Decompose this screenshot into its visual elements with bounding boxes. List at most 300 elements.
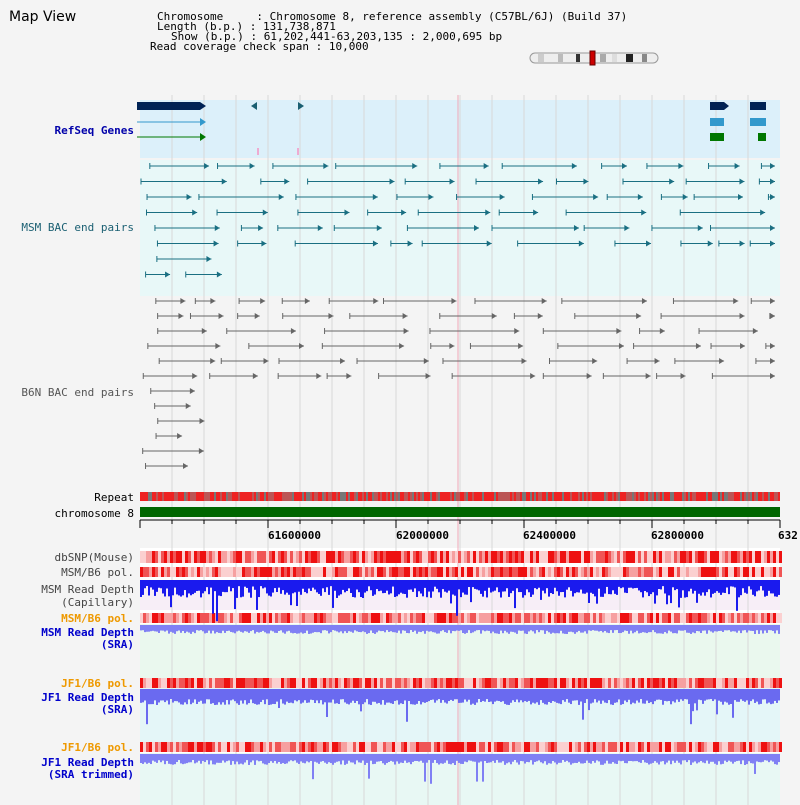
msm-depth-cap-bar [520, 580, 522, 592]
jf1-depth-trim-bar [534, 754, 536, 762]
dbsnp-cell [554, 551, 557, 563]
jf1-pol2-cell [233, 742, 236, 752]
track-label-jf1-b6-pol-2[interactable]: JF1/B6 pol. [61, 741, 134, 754]
msm-pol2-cell [149, 613, 152, 623]
repeat-segment [764, 492, 766, 501]
msm-pol2-cell [386, 613, 389, 623]
jf1-pol2-cell [353, 742, 356, 752]
msm-depth-cap-bar [290, 580, 292, 605]
msm-depth-cap-bar [278, 580, 280, 588]
msm-pol1-cell [140, 567, 143, 577]
jf1-pol1-cell [335, 678, 338, 688]
repeat-segment [484, 492, 486, 501]
msm-depth-sra-bar [690, 625, 692, 634]
msm-depth-sra-bar [246, 625, 248, 632]
jf1-depth-trim-bar [200, 754, 202, 764]
ideogram-band [538, 54, 544, 62]
jf1-pol1-cell [572, 678, 575, 688]
msm-pol2-cell [152, 613, 155, 623]
msm-pol2-cell [296, 613, 299, 623]
jf1-pol2-cell [524, 742, 527, 752]
dbsnp-cell [485, 551, 488, 563]
msm-depth-cap-bar [214, 580, 216, 591]
track-label-msm-depth-cap[interactable]: MSM Read Depth [41, 583, 134, 596]
jf1-depth-sra-bar [378, 689, 380, 703]
jf1-depth-trim-bar [182, 754, 184, 764]
dbsnp-cell [683, 551, 686, 563]
msm-pol2-cell [281, 613, 284, 623]
jf1-depth-sra-bar [458, 689, 460, 703]
msm-pol2-cell [266, 613, 269, 623]
jf1-depth-trim-bar [480, 754, 482, 761]
jf1-depth-sra-bar [302, 689, 304, 703]
repeat-segment [224, 492, 226, 501]
jf1-depth-trim-bar [690, 754, 692, 765]
chromosome-ideogram[interactable] [530, 51, 658, 65]
repeat-segment [612, 492, 614, 501]
jf1-pol1-cell [467, 678, 470, 688]
msm-depth-cap-bar [204, 580, 206, 591]
msm-depth-sra-bar [700, 625, 702, 633]
jf1-depth-sra-bar [202, 689, 204, 704]
dbsnp-cell [362, 551, 365, 563]
msm-pol2-cell [479, 613, 482, 623]
jf1-pol1-cell [206, 678, 209, 688]
ideogram-band [612, 54, 617, 62]
msm-depth-sra-bar [574, 625, 576, 634]
msm-depth-cap-bar [704, 580, 706, 596]
track-label-msm-depth-sra-2[interactable]: (SRA) [100, 638, 134, 651]
msm-depth-sra-bar [356, 625, 358, 631]
jf1-pol1-cell [338, 678, 341, 688]
track-label-chromosome[interactable]: chromosome 8 [54, 507, 134, 520]
msm-depth-cap-bar [636, 580, 638, 588]
jf1-pol1-cell [173, 678, 176, 688]
jf1-depth-trim-bar [634, 754, 636, 761]
jf1-pol1-cell [473, 678, 476, 688]
jf1-depth-trim-bar [404, 754, 406, 761]
jf1-pol1-cell [761, 678, 764, 688]
jf1-pol2-cell [341, 742, 344, 752]
jf1-depth-sra-bar [580, 689, 582, 702]
msm-depth-cap-bar [250, 580, 252, 598]
msm-pol2-cell [179, 613, 182, 623]
repeat-segment [532, 492, 534, 501]
jf1-depth-sra-bar [290, 689, 292, 703]
jf1-depth-trim-bar [270, 754, 272, 761]
msm-pol1-cell [251, 567, 254, 577]
jf1-depth-sra-bar [460, 689, 462, 703]
msm-pol1-cell [569, 567, 572, 577]
jf1-pol1-cell [530, 678, 533, 688]
jf1-depth-trim-bar [492, 754, 494, 761]
dbsnp-cell [467, 551, 470, 563]
track-label-jf1-depth-trim-2[interactable]: (SRA trimmed) [47, 768, 134, 781]
dbsnp-cell [560, 551, 563, 563]
jf1-depth-trim-bar [708, 754, 710, 764]
track-label-dbsnp[interactable]: dbSNP(Mouse) [54, 551, 134, 564]
jf1-pol1-cell [449, 678, 452, 688]
track-label-jf1-depth-sra-2[interactable]: (SRA) [100, 703, 134, 716]
page-title: Map View [9, 9, 77, 25]
msm-pol1-cell [167, 567, 170, 577]
msm-pol1-cell [773, 567, 776, 577]
msm-depth-sra-bar [244, 625, 246, 631]
length-key: Length (b.p.) [157, 20, 244, 33]
jf1-depth-sra-bar [634, 689, 636, 703]
jf1-depth-sra-bar [754, 689, 756, 703]
jf1-depth-sra-bar [214, 689, 216, 705]
msm-depth-cap-bar [600, 580, 602, 597]
msm-depth-sra-bar [426, 625, 428, 631]
msm-depth-cap-bar [230, 580, 232, 591]
msm-pol2-cell [437, 613, 440, 623]
jf1-depth-sra-bar [370, 689, 372, 705]
msm-pol2-cell [431, 613, 434, 623]
jf1-depth-sra-bar [590, 689, 592, 704]
msm-pol1-cell [329, 567, 332, 577]
jf1-depth-sra-bar [470, 689, 472, 705]
dbsnp-cell [551, 551, 554, 563]
repeat-segment [478, 492, 480, 501]
msm-pol2-cell [506, 613, 509, 623]
msm-depth-cap-bar [170, 580, 172, 607]
jf1-depth-sra-bar [536, 689, 538, 702]
jf1-pol2-cell [419, 742, 422, 752]
jf1-depth-sra-bar [528, 689, 530, 701]
repeat-segment [460, 492, 462, 501]
msm-depth-cap-bar [738, 580, 740, 597]
dbsnp-cell [689, 551, 692, 563]
jf1-pol2-cell [398, 742, 401, 752]
jf1-depth-trim-bar [676, 754, 678, 761]
msm-pol1-cell [290, 567, 293, 577]
jf1-depth-sra-bar [718, 689, 720, 701]
jf1-depth-trim-bar [388, 754, 390, 762]
msm-depth-cap-bar [744, 580, 746, 593]
jf1-depth-sra-bar [338, 689, 340, 704]
jf1-depth-sra-bar [708, 689, 710, 699]
jf1-depth-trim-bar [308, 754, 310, 762]
dbsnp-cell [290, 551, 293, 563]
msm-pol1-cell [461, 567, 464, 577]
jf1-pol1-cell [773, 678, 776, 688]
jf1-pol2-cell [257, 742, 260, 752]
jf1-depth-trim-bar [332, 754, 334, 765]
msm-pol1-cell [248, 567, 251, 577]
dbsnp-cell [368, 551, 371, 563]
jf1-depth-trim-bar [700, 754, 702, 761]
msm-depth-cap-bar [624, 580, 626, 593]
jf1-pol2-cell [713, 742, 716, 752]
msm-depth-cap-bar [422, 580, 424, 596]
track-label-msm-bac[interactable]: MSM BAC end pairs [21, 221, 134, 234]
jf1-depth-trim-bar [466, 754, 468, 762]
msm-depth-cap-bar [388, 580, 390, 594]
jf1-pol2-cell [416, 742, 419, 752]
jf1-depth-sra-bar [598, 689, 600, 701]
jf1-depth-sra-bar [572, 689, 574, 701]
jf1-pol2-cell [248, 742, 251, 752]
msm-pol1-cell [683, 567, 686, 577]
msm-depth-cap-bar [356, 580, 358, 590]
msm-depth-cap-bar [336, 580, 338, 598]
jf1-pol2-cell [395, 742, 398, 752]
repeat-segment [738, 492, 740, 501]
msm-depth-cap-bar [754, 580, 756, 596]
jf1-pol2-cell [572, 742, 575, 752]
dbsnp-cell [320, 551, 323, 563]
dbsnp-cell [332, 551, 335, 563]
repeat-segment [258, 492, 260, 501]
jf1-pol1-cell [263, 678, 266, 688]
jf1-depth-sra-bar [602, 689, 604, 701]
jf1-pol2-cell [404, 742, 407, 752]
msm-pol1-cell [458, 567, 461, 577]
jf1-pol2-cell [401, 742, 404, 752]
repeat-segment [356, 492, 358, 501]
repeat-segment [704, 492, 706, 501]
jf1-pol1-cell [320, 678, 323, 688]
track-label-repeat[interactable]: Repeat [94, 491, 134, 504]
jf1-depth-trim-bar [614, 754, 616, 764]
msm-depth-sra-bar [674, 625, 676, 633]
jf1-pol2-cell [434, 742, 437, 752]
msm-pol1-cell [368, 567, 371, 577]
repeat-segment [604, 492, 606, 501]
msm-pol1-cell [617, 567, 620, 577]
msm-depth-cap-bar [404, 580, 406, 594]
jf1-depth-trim-bar [688, 754, 690, 760]
jf1-depth-trim-bar [426, 754, 428, 763]
jf1-depth-trim-bar [258, 754, 260, 761]
dbsnp-cell [749, 551, 752, 563]
jf1-pol2-cell [263, 742, 266, 752]
jf1-pol2-cell [266, 742, 269, 752]
msm-depth-sra-bar [714, 625, 716, 631]
msm-depth-cap-bar [778, 580, 780, 595]
jf1-pol2-cell [455, 742, 458, 752]
jf1-depth-trim-bar [176, 754, 178, 762]
jf1-depth-trim-bar [616, 754, 618, 764]
jf1-depth-trim-bar [344, 754, 346, 765]
msm-pol1-cell [254, 567, 257, 577]
msm-depth-cap-bar [508, 580, 510, 597]
repeat-segment [150, 492, 152, 501]
msm-pol2-cell [581, 613, 584, 623]
msm-depth-cap-bar [144, 580, 146, 588]
msm-depth-sra-bar [240, 625, 242, 632]
msm-pol1-cell [677, 567, 680, 577]
jf1-pol2-cell [296, 742, 299, 752]
msm-depth-cap-bar [244, 580, 246, 587]
msm-pol1-cell [599, 567, 602, 577]
jf1-depth-sra-bar [384, 689, 386, 705]
repeat-segment [440, 492, 442, 501]
msm-depth-sra-bar [404, 625, 406, 631]
msm-pol2-cell [686, 613, 689, 623]
msm-pol2-cell [758, 613, 761, 623]
msm-pol2-cell [383, 613, 386, 623]
dbsnp-cell [539, 551, 542, 563]
jf1-depth-trim-bar [408, 754, 410, 762]
dbsnp-cell [575, 551, 578, 563]
repeat-segment [214, 492, 216, 501]
dbsnp-cell [563, 551, 566, 563]
msm-pol2-cell [602, 613, 605, 623]
jf1-pol2-cell [260, 742, 263, 752]
msm-pol1-cell [146, 567, 149, 577]
repeat-segment [186, 492, 188, 501]
msm-pol2-cell [356, 613, 359, 623]
msm-depth-cap-bar [604, 580, 606, 594]
msm-depth-cap-bar [326, 580, 328, 587]
msm-pol1-cell [743, 567, 746, 577]
repeat-track[interactable] [140, 492, 780, 501]
repeat-segment [622, 492, 624, 501]
msm-pol2-cell [176, 613, 179, 623]
jf1-depth-sra-bar [726, 689, 728, 703]
msm-depth-sra-bar [350, 625, 352, 632]
msm-depth-cap-bar [732, 580, 734, 587]
dbsnp-cell [275, 551, 278, 563]
msm-pol1-cell [731, 567, 734, 577]
msm-depth-cap-bar [688, 580, 690, 591]
jf1-depth-sra-bar [308, 689, 310, 703]
msm-depth-sra-bar [528, 625, 530, 631]
repeat-segment [576, 492, 578, 501]
jf1-pol2-cell [464, 742, 467, 752]
jf1-depth-sra-bar [630, 689, 632, 704]
jf1-depth-trim-bar [370, 754, 372, 761]
jf1-pol1-cell [536, 678, 539, 688]
jf1-depth-trim-bar [450, 754, 452, 764]
jf1-depth-sra-bar [224, 689, 226, 705]
track-label-msm-depth-sra[interactable]: MSM Read Depth [41, 626, 134, 639]
jf1-depth-trim-bar [628, 754, 630, 761]
msm-depth-cap-bar [212, 580, 214, 614]
jf1-pol1-cell [191, 678, 194, 688]
jf1-pol1-cell [734, 678, 737, 688]
jf1-depth-trim-bar [604, 754, 606, 763]
jf1-pol1-cell [332, 678, 335, 688]
jf1-pol2-cell [290, 742, 293, 752]
track-label-jf1-depth-sra[interactable]: JF1 Read Depth [41, 691, 134, 704]
repeat-segment [384, 492, 386, 501]
msm-pol1-cell [665, 567, 668, 577]
track-label-jf1-b6-pol-1[interactable]: JF1/B6 pol. [61, 677, 134, 690]
jf1-depth-sra-bar [506, 689, 508, 705]
msm-depth-sra-bar [412, 625, 414, 632]
jf1-pol2-cell [491, 742, 494, 752]
msm-pol2-cell [359, 613, 362, 623]
jf1-pol1-cell [512, 678, 515, 688]
dbsnp-cell [662, 551, 665, 563]
jf1-pol2-cell [707, 742, 710, 752]
msm-depth-sra-bar [274, 625, 276, 633]
dbsnp-cell [239, 551, 242, 563]
jf1-pol1-cell [728, 678, 731, 688]
msm-pol2-cell [230, 613, 233, 623]
msm-pol2-cell [620, 613, 623, 623]
dbsnp-cell [668, 551, 671, 563]
jf1-depth-trim-bar [500, 754, 502, 763]
dbsnp-cell [449, 551, 452, 563]
repeat-segment [682, 492, 684, 501]
msm-depth-cap-bar [472, 580, 474, 587]
msm-depth-cap-bar [748, 580, 750, 586]
repeat-segment [158, 492, 160, 501]
msm-depth-sra-bar [144, 625, 146, 632]
msm-depth-cap-bar [300, 580, 302, 595]
jf1-pol2-cell [704, 742, 707, 752]
track-label-b6n-bac[interactable]: B6N BAC end pairs [21, 386, 134, 399]
msm-depth-sra-bar [538, 625, 540, 632]
dbsnp-cell [764, 551, 767, 563]
repeat-segment [716, 492, 718, 501]
repeat-segment [522, 492, 524, 501]
msm-depth-sra-bar [636, 625, 638, 631]
msm-depth-cap-bar [486, 580, 488, 597]
repeat-segment [408, 492, 410, 501]
jf1-depth-sra-bar [280, 689, 282, 699]
jf1-depth-sra-bar [240, 689, 242, 701]
jf1-depth-sra-bar [394, 689, 396, 701]
ruler-tick-label: 62400000 [523, 529, 576, 542]
dbsnp-cell [671, 551, 674, 563]
jf1-pol2-cell [650, 742, 653, 752]
msm-pol2-cell [272, 613, 275, 623]
msm-depth-sra-bar [466, 625, 468, 633]
msm-depth-cap-bar [772, 580, 774, 593]
dbsnp-cell [674, 551, 677, 563]
msm-pol1-cell [563, 567, 566, 577]
jf1-pol1-cell [347, 678, 350, 688]
msm-pol2-cell [305, 613, 308, 623]
msm-depth-sra-bar [646, 625, 648, 633]
jf1-pol1-cell [221, 678, 224, 688]
msm-depth-cap-bar [166, 580, 168, 588]
dbsnp-cell [752, 551, 755, 563]
track-label-refseq[interactable]: RefSeq Genes [54, 124, 134, 137]
track-label-jf1-depth-trim[interactable]: JF1 Read Depth [41, 756, 134, 769]
msm-depth-cap-bar [714, 580, 716, 593]
jf1-depth-trim-bar [316, 754, 318, 763]
track-label-msm-depth-cap-2[interactable]: (Capillary) [61, 596, 134, 609]
dbsnp-cell [740, 551, 743, 563]
msm-depth-cap-bar [256, 580, 258, 610]
msm-depth-cap-bar [314, 580, 316, 590]
msm-depth-cap-bar [358, 580, 360, 592]
jf1-pol1-cell [392, 678, 395, 688]
msm-depth-cap-bar [572, 580, 574, 596]
msm-pol1-cell [212, 567, 215, 577]
msm-pol1-cell [524, 567, 527, 577]
track-label-msm-b6-pol-1[interactable]: MSM/B6 pol. [61, 566, 134, 579]
track-label-msm-b6-pol-2[interactable]: MSM/B6 pol. [61, 612, 134, 625]
msm-pol2-cell [290, 613, 293, 623]
msm-depth-sra-bar [514, 625, 516, 633]
dbsnp-cell [146, 551, 149, 563]
jf1-pol1-cell [194, 678, 197, 688]
repeat-segment [554, 492, 556, 501]
repeat-segment [660, 492, 662, 501]
repeat-segment [436, 492, 438, 501]
msm-depth-sra-bar [540, 625, 542, 630]
jf1-depth-sra-bar [488, 689, 490, 702]
msm-depth-cap-bar [626, 580, 628, 593]
chromosome-bar[interactable] [140, 507, 780, 517]
